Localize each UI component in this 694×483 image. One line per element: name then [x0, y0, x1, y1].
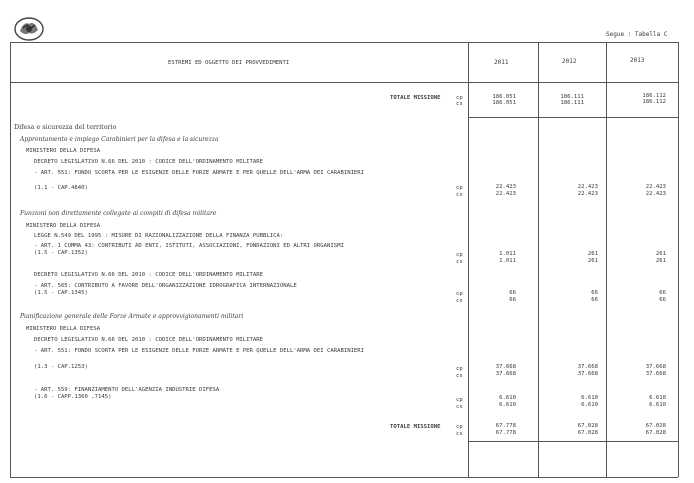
code-cs: cs	[456, 431, 463, 437]
value-cell: 261	[587, 258, 598, 264]
year-2011-header: 2011	[494, 59, 509, 66]
footer-separator	[468, 441, 678, 442]
totale-missione-label: TOTALE MISSIONE	[390, 95, 441, 101]
value-cell: 186.051	[492, 100, 516, 106]
value-cell: 66	[509, 290, 516, 296]
value-cell: 67.028	[645, 430, 666, 436]
table-left-border	[10, 42, 11, 477]
article-label: - ART. 559: FINANZIAMENTO DELL'AGENZIA INDUSTRIE DIFESA	[34, 387, 220, 393]
value-cell: 37.668	[577, 371, 598, 377]
value-cell: 186.112	[642, 99, 666, 105]
value-cell: 6.610	[499, 395, 516, 401]
value-cell: 186.111	[560, 100, 584, 106]
decree-label: DECRETO LEGISLATIVO N.66 DEL 2010 : CODICE DELL'ORDINAMENTO MILITARE	[34, 159, 264, 165]
value-cell: 186.112	[642, 93, 666, 99]
code-cs: cs	[456, 259, 463, 265]
value-cell: 22.423	[577, 191, 598, 197]
value-cell: 22.423	[645, 184, 666, 190]
ministry-label: MINISTERO DELLA DIFESA	[26, 148, 101, 154]
value-cell: 37.668	[495, 371, 516, 377]
value-cell: 1.011	[499, 258, 516, 264]
republic-emblem-logo	[13, 16, 45, 42]
column-divider-2013	[606, 42, 607, 477]
value-cell: 67.028	[645, 423, 666, 429]
code-cs: cs	[456, 192, 463, 198]
value-cell: 37.668	[577, 364, 598, 370]
chapter-label: (1.5 - CAP.1352)	[34, 250, 88, 256]
mission-title: Difesa e sicurezza del territorio	[14, 123, 117, 131]
code-cs: cs	[456, 298, 463, 304]
code-cp: cp	[456, 95, 463, 101]
decree-label: DECRETO LEGISLATIVO N.66 DEL 2010 : CODICE DELL'ORDINAMENTO MILITARE	[34, 337, 264, 343]
program-title: Funzioni non direttamente collegate ai compiti di difesa militare	[20, 210, 217, 217]
value-cell: 6.610	[649, 402, 666, 408]
value-cell: 67.778	[495, 423, 516, 429]
value-cell: 22.423	[645, 191, 666, 197]
code-cp: cp	[456, 366, 463, 372]
chapter-label: (1.1 - CAP.4840)	[34, 185, 88, 191]
value-cell: 261	[655, 251, 666, 257]
column-divider-2012	[538, 42, 539, 477]
value-cell: 1.011	[499, 251, 516, 257]
code-cs: cs	[456, 373, 463, 379]
decree-label: DECRETO LEGISLATIVO N.66 DEL 2010 : CODICE DELL'ORDINAMENTO MILITARE	[34, 272, 264, 278]
value-cell: 22.423	[577, 184, 598, 190]
code-cp: cp	[456, 252, 463, 258]
value-cell: 66	[509, 297, 516, 303]
ministry-label: MINISTERO DELLA DIFESA	[26, 223, 101, 229]
article-label: - ART. 1 COMMA 43: CONTRIBUTI AD ENTI, ISTITUTI, ASSOCIAZIONI, FONDAZIONI ED ALTRI ORGANISMI	[34, 243, 344, 249]
code-cp: cp	[456, 397, 463, 403]
value-cell: 6.610	[649, 395, 666, 401]
year-2013-header: 2013	[630, 57, 645, 64]
value-cell: 22.423	[495, 191, 516, 197]
chapter-label: (1.3 - CAP.1253)	[34, 364, 88, 370]
article-label: - ART. 551: FONDO SCORTA PER LE ESIGENZE DELLE FORZE ARMATE E PER QUELLE DELL'ARMA DEI CARABINIERI	[34, 348, 365, 354]
value-cell: 67.778	[495, 430, 516, 436]
law-label: LEGGE N.549 DEL 1995 : MISURE DI RAZIONALIZZAZIONE DELLA FINANZA PUBBLICA:	[34, 233, 284, 239]
program-title: Approntamento e impiego Carabinieri per la difesa e la sicurezza	[20, 136, 219, 143]
value-cell: 66	[659, 290, 666, 296]
article-label: - ART. 565: CONTRIBUTO A FAVORE DELL'ORGANIZZAZIONE IDROGRAFICA INTERNAZIONALE	[34, 283, 297, 289]
value-cell: 66	[659, 297, 666, 303]
value-cell: 37.668	[645, 371, 666, 377]
value-cell: 6.610	[581, 402, 598, 408]
totale-missione-label: TOTALE MISSIONE	[390, 424, 441, 430]
code-cp: cp	[456, 291, 463, 297]
program-title: Pianificazione generale delle Forze Armate e approvvigionamenti militari	[20, 313, 244, 320]
value-cell: 22.423	[495, 184, 516, 190]
value-cell: 37.668	[645, 364, 666, 370]
code-cs: cs	[456, 101, 463, 107]
value-cell: 186.111	[560, 94, 584, 100]
value-cell: 67.028	[577, 430, 598, 436]
value-cell: 66	[591, 297, 598, 303]
ministry-label: MINISTERO DELLA DIFESA	[26, 326, 101, 332]
value-cell: 66	[591, 290, 598, 296]
chapter-label: (1.5 - CAP.1345)	[34, 290, 88, 296]
value-cell: 6.610	[499, 402, 516, 408]
value-cell: 6.610	[581, 395, 598, 401]
column-title: ESTREMI ED OGGETTO DEI PROVVEDIMENTI	[168, 60, 290, 66]
code-cp: cp	[456, 424, 463, 430]
article-label: - ART. 551: FONDO SCORTA PER LE ESIGENZE DELLE FORZE ARMATE E PER QUELLE DELL'ARMA DEI CARABINIERI	[34, 170, 365, 176]
table-top-border	[10, 42, 678, 43]
table-bottom-border	[10, 477, 678, 478]
value-cell: 186.051	[492, 94, 516, 100]
code-cs: cs	[456, 404, 463, 410]
header-bottom-border	[10, 82, 678, 83]
chapter-label: (1.6 - CAPP.1360 ,7145)	[34, 394, 112, 400]
value-cell: 261	[587, 251, 598, 257]
code-cp: cp	[456, 185, 463, 191]
value-cell: 261	[655, 258, 666, 264]
year-2012-header: 2012	[562, 58, 577, 65]
continuation-header: Segue : Tabella C	[606, 31, 668, 38]
column-divider-2011	[468, 42, 469, 477]
value-cell: 37.668	[495, 364, 516, 370]
value-cell: 67.028	[577, 423, 598, 429]
totale-separator	[468, 117, 678, 118]
table-right-border	[678, 42, 679, 477]
